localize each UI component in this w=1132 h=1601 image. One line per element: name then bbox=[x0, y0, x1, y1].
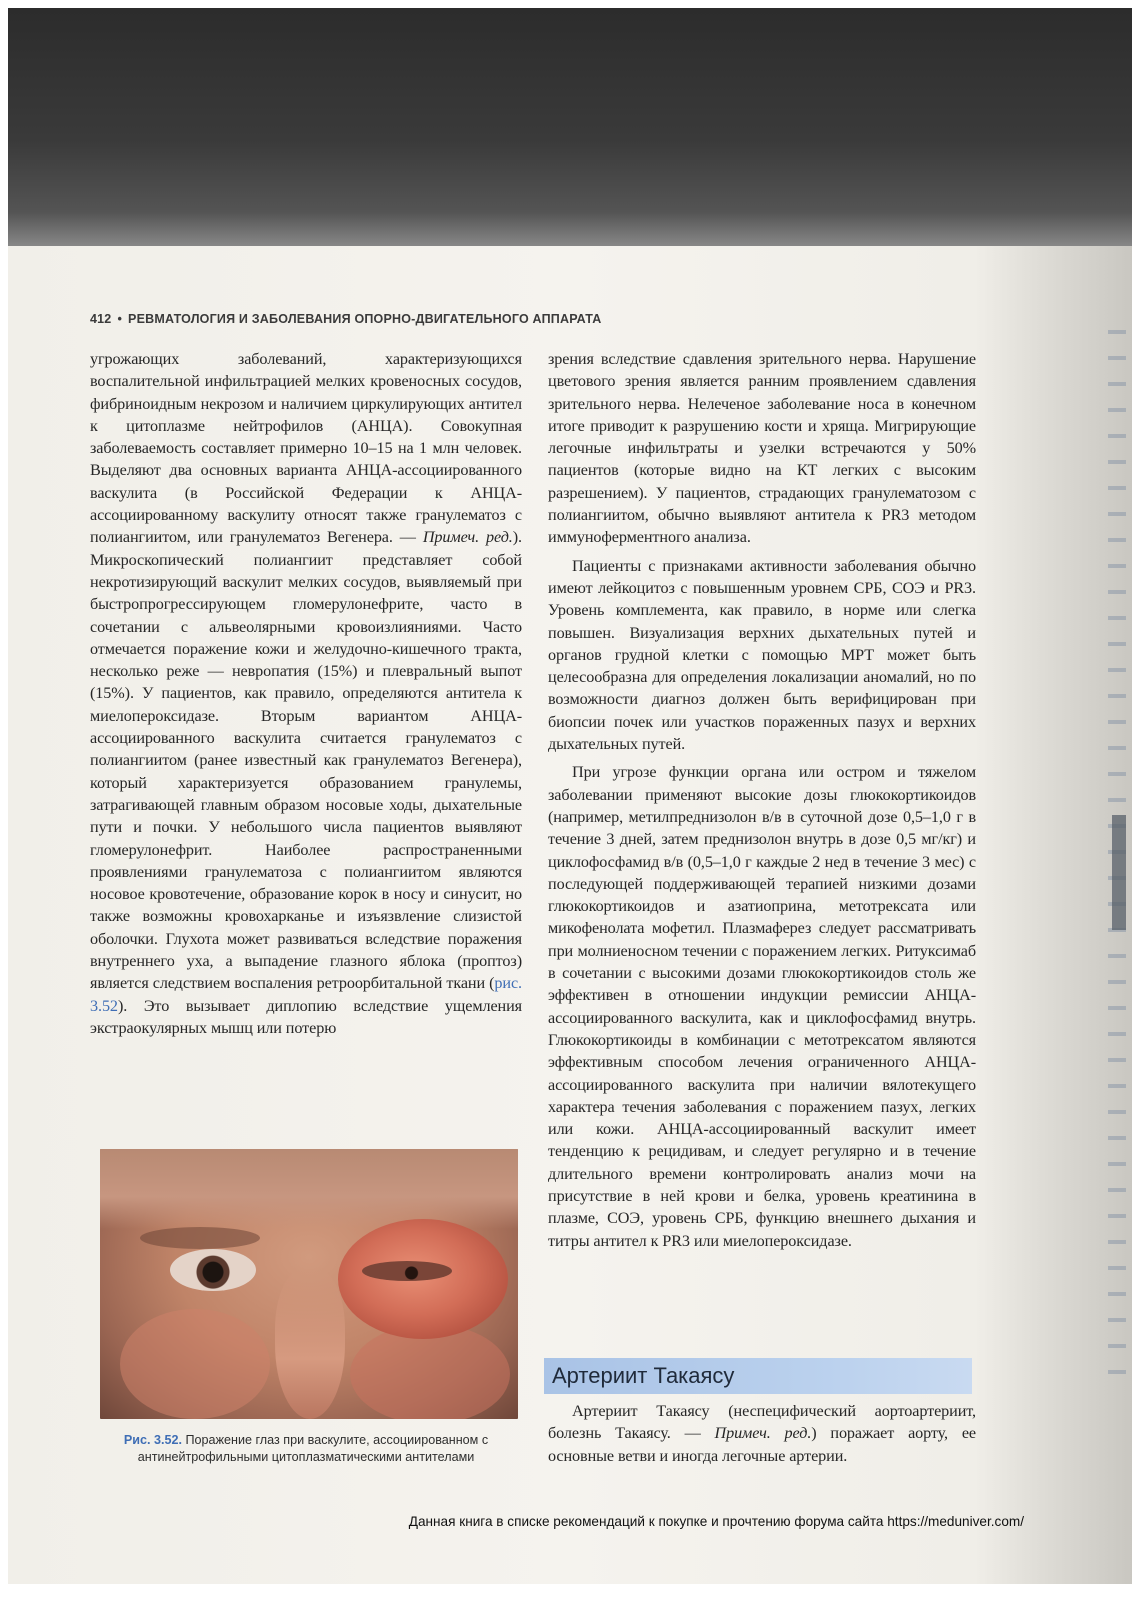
right-paragraph-2: Пациенты с признаками активности заболевания обычно имеют лейкоцитоз с повышенным уровнем СРБ, СОЭ и PR3. Уровень комплемента, как правило, в норме или слегка повышен. Визуализация верхних дыхательных путей и органов грудной клетки с помощью МРТ может быть целесообразна для определения локализации аномалий, но по возможности диагноз должен быть верифицирован при биопсии почек или участков пораженных пазух и верхних дыхательных путей. bbox=[548, 556, 976, 754]
left-paragraph-1 bbox=[90, 348, 522, 1039]
left-eye bbox=[170, 1249, 256, 1291]
scan-shadow-band bbox=[8, 8, 1132, 248]
right-column-after-heading bbox=[548, 1400, 976, 1467]
left-p1-text-c: ). Это вызывает диплопию вследствие ущемления экстраокулярных мышц или потерю bbox=[90, 996, 522, 1037]
editor-note-2: Примеч. ред. bbox=[714, 1424, 812, 1443]
right-paragraph-1: зрения вследствие сдавления зрительного нерва. Нарушение цветового зрения является ранним проявлением сдавления зрительного нерва. Нелеченое заболевание носа в конечном итоге приводит к разрушению кости и хряща. Мигрирующие легочные инфильтраты и узелки встречаются у 50% пациентов (которые видно на КТ легких с высоким разрешением). У пациентов, страдающих гранулематозом с полиангиитом, обычно выявляют антитела к PR3 методом иммуноферментного анализа. bbox=[548, 350, 976, 547]
right-eye bbox=[362, 1261, 452, 1281]
figure-caption-text: Поражение глаз при васкулите, ассоциированном с антинейтрофильными цитоплазматическими антителами bbox=[137, 1433, 489, 1464]
right-p4-text-a: Артериит Такаясу (неспецифический аортоартериит, болезнь Такаясу. — bbox=[548, 1402, 976, 1443]
right-paragraph-3: При угрозе функции органа или остром и тяжелом заболевании применяют высокие дозы глюкокортикоидов (например, метилпреднизолон в/в в суточной дозе 0,5–1,0 г в течение 3 дней, затем преднизолон внутрь в дозе 0,5 мг/кг) и циклофосфамид в/в (0,5–1,0 г каждые 2 нед в течение 3 мес) с последующей поддерживающей терапией низкими дозами глюкокортикоидов и азатиоприна, метотрексата или микофенолата мофетил. Плазмаферез следует рассматривать при молниеносном течении с поражением легких. Ритуксимаб в сочетании с высокими дозами глюкокортикоидов столь же эффективен в отношении индукции ремиссии АНЦА-ассоциированного васкулита, как и циклофосфамид внутрь. Глюкокортикоиды в комбинации с метотрексатом являются эффективным способом лечения ограниченного АНЦА-ассоциированного васкулита при наличии вялотекущего характера течения заболевания с поражением пазух, легких или кожи. АНЦА-ассоциированный васкулит имеет тенденцию к рецидивам, и следует регулярно и в течение длительного времени контролировать анализ мочи на присутствие в ней крови и белка, уровень креатинина в плазме, СОЭ, уровень СРБ, функцию внешнего дыхания и титры антител к PR3 или миелопероксидазе. bbox=[548, 763, 976, 1250]
right-paragraph-4 bbox=[548, 1400, 976, 1467]
left-p1-text-b: ). Микроскопический полиангиит представляет собой некротизирующий васкулит мелких сосудов, выявляемый при быстропрогрессирующем гломерулонефрите, часто в сочетании с альвеолярными кровоизлияниями. Часто отмечается поражение кожи и желудочно-кишечного тракта, несколько реже — невропатия (15%) и плевральный выпот (15%). У пациентов, как правило, определяются антитела к миелопероксидазе. Вторым вариантом АНЦА-ассоциированного васкулита считается гранулематоз с полиангиитом (ранее известный как гранулематоз Вегенера), который характеризуется образованием гранулемы, затрагивающей главным образом носовые ходы, дыхательные пути и почки. У небольшого числа пациентов выявляют гломерулонефрит. Наиболее распространенными проявлениями гранулематоза с полиангиитом являются носовое кровотечение, образование корок в носу и синусит, но также возможны кровохарканье и изъязвление слизистой оболочки. Глухота может развиваться вследствие поражения внутреннего уха, а выпадение глазного яблока (проптоз) является следствием воспаления ретроорбитальной ткани ( bbox=[90, 528, 523, 993]
right-p4-text-b: ) поражает аорту, ее основные ветви и иногда легочные артерии. bbox=[548, 1424, 976, 1465]
left-p1-text-a: угрожающих заболеваний, характеризующихся воспалительной инфильтрацией мелких кровеносных сосудов, фибриноидным некрозом и наличием циркулирующих антител к цитоплазме нейтрофилов (АНЦА). Совокупная заболеваемость составляет примерно 10–15 на 1 млн человек. Выделяют два основных варианта АНЦА-ассоциированного васкулита (в Российской Федерации к АНЦА-ассоциированному васкулиту относят также гранулематоз с полиангиитом, или гранулематоз Вегенера. — bbox=[90, 350, 522, 547]
left-column bbox=[90, 348, 522, 1039]
figure-photo-eye-lesion bbox=[100, 1149, 518, 1419]
right-column bbox=[548, 348, 976, 1252]
page-number: 412 bbox=[90, 312, 112, 326]
adjacent-page-marker bbox=[1112, 815, 1126, 930]
figure-label: Рис. 3.52. bbox=[123, 1433, 182, 1447]
chapter-title: РЕВМАТОЛОГИЯ И ЗАБОЛЕВАНИЯ ОПОРНО-ДВИГАТЕЛЬНОГО АППАРАТА bbox=[128, 312, 602, 326]
footer-recommendation: Данная книга в списке рекомендаций к покупке и прочтению форума сайта https://meduniver.com/ bbox=[408, 1514, 1024, 1529]
section-heading: Артериит Такаясу bbox=[544, 1358, 972, 1394]
figure-reference-link[interactable]: рис. 3.52 bbox=[90, 974, 522, 1015]
figure-caption bbox=[90, 1432, 522, 1466]
editor-note: Примеч. ред. bbox=[422, 528, 513, 547]
header-separator: • bbox=[117, 312, 123, 326]
running-header bbox=[90, 312, 790, 326]
